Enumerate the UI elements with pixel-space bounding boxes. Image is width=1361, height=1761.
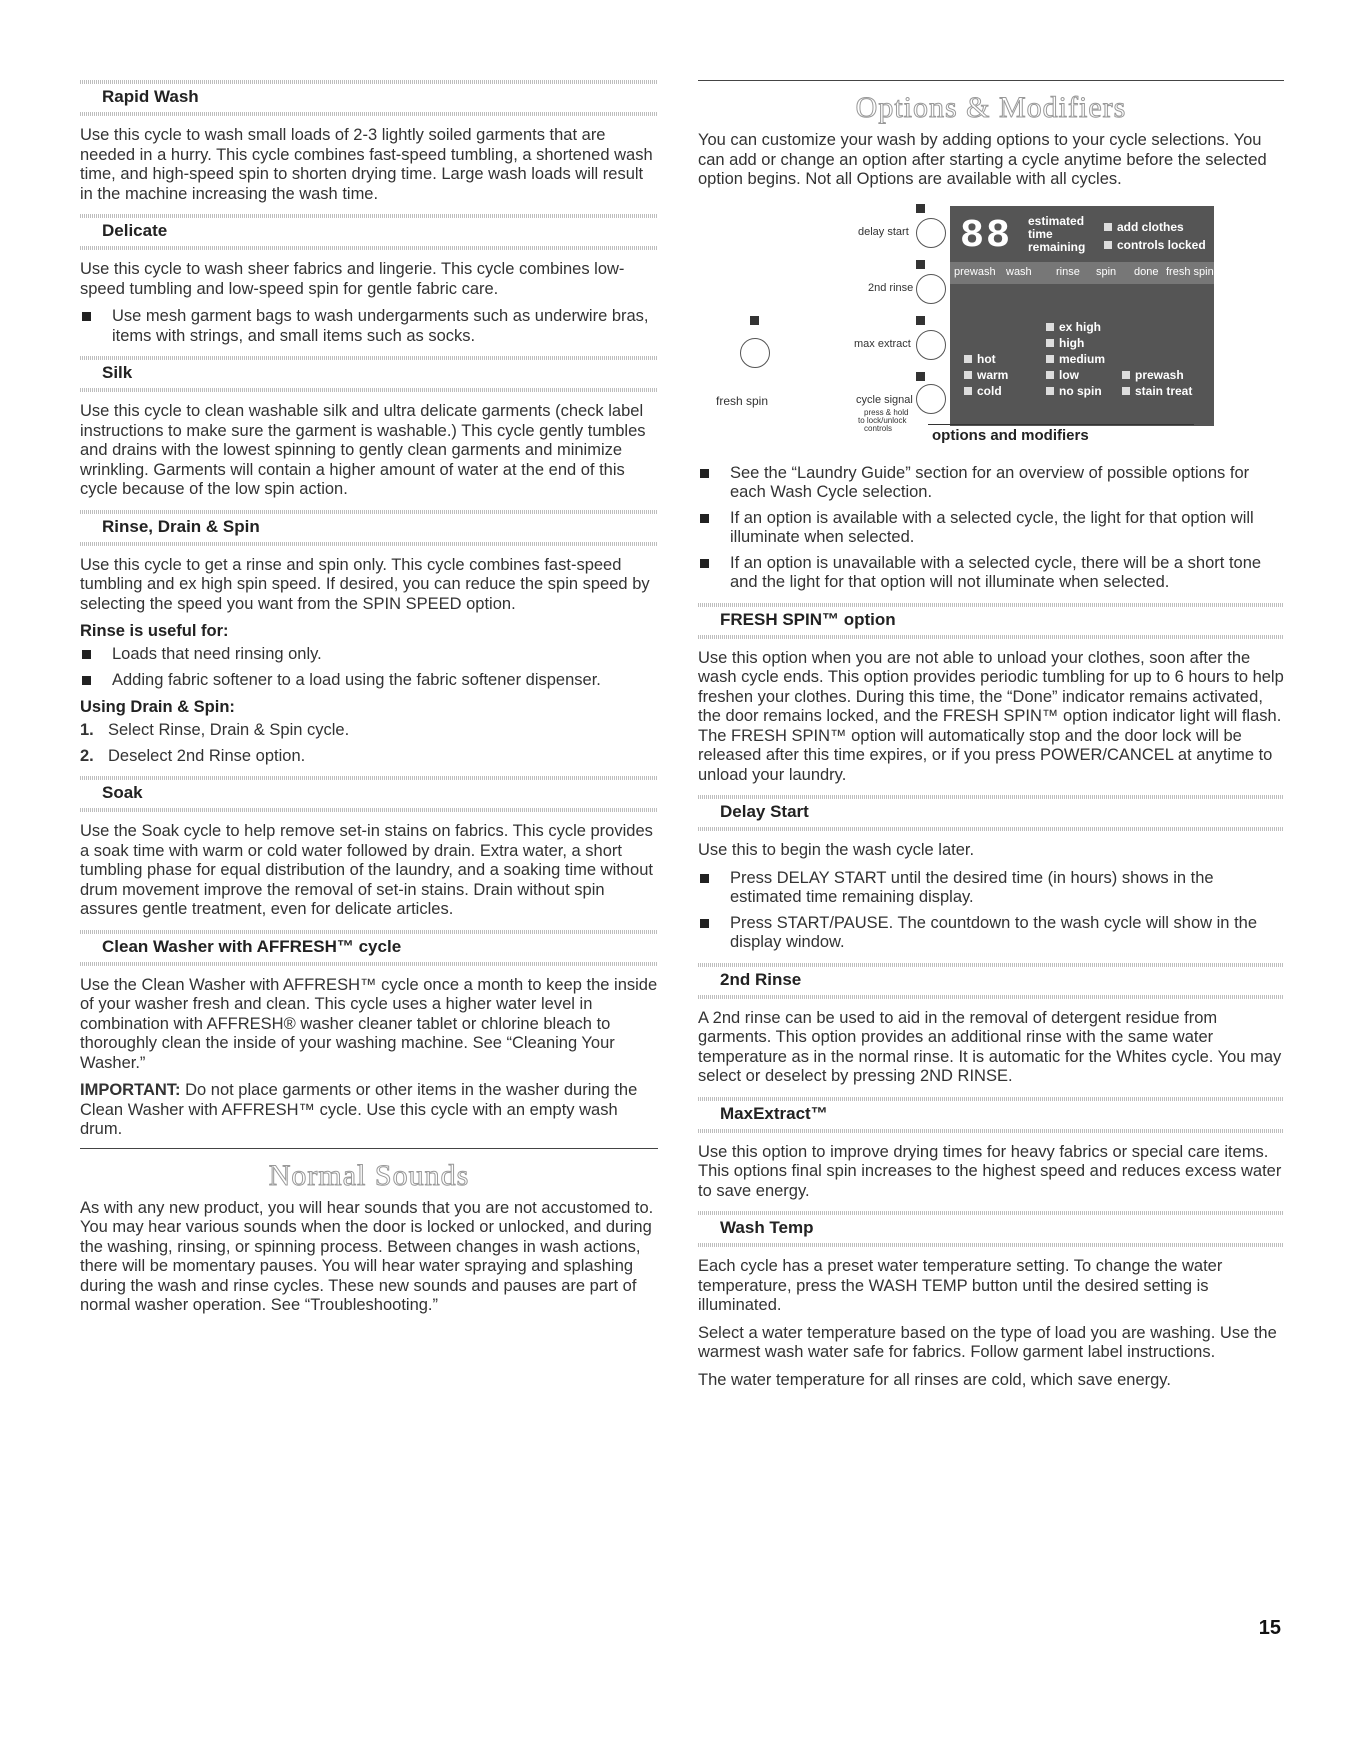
clean-washer-important xyxy=(80,1081,658,1140)
indicator-light xyxy=(1046,355,1054,363)
drain-spin-steps xyxy=(80,721,658,766)
digit-display: 88 xyxy=(960,213,1013,259)
important-label: IMPORTANT: xyxy=(80,1081,181,1099)
spin-no-spin xyxy=(1046,384,1102,398)
list-item: If an option is available with a selected cycle, the light for that option will illuminate when selected. xyxy=(698,509,1284,548)
option-label: prewash xyxy=(1135,367,1184,382)
list-item xyxy=(80,747,658,767)
cycle-signal-button xyxy=(916,384,946,414)
section-title: Wash Temp xyxy=(720,1218,814,1237)
section-header-clean-washer xyxy=(80,928,658,966)
modifier-prewash xyxy=(1122,368,1184,382)
normal-sounds-text: As with any new product, you will hear sounds that you are not accustomed to. You may hear various sounds when the door is locked or unlocked, and during the washing, rinsing, or spinning process. Between changes in wash actions, there will be momentary pauses. You will hear water spraying and splashing during the wash and rinse cycles. These new sounds and pauses are part of normal washer operation. See “Troubleshooting.” xyxy=(80,1198,654,1314)
fresh-spin-button xyxy=(740,338,770,368)
options-header xyxy=(698,80,1284,125)
delicate-bullets xyxy=(80,307,658,346)
indicator-light xyxy=(1122,371,1130,379)
max-extract-label: max extract xyxy=(854,337,911,350)
wash-temp-text-3: The water temperature for all rinses are cold, which save energy. xyxy=(698,1370,1171,1389)
indicator-light xyxy=(916,372,925,381)
options-bullets xyxy=(698,464,1284,593)
spin-medium xyxy=(1046,352,1105,366)
step-number: 2. xyxy=(80,746,94,765)
controls-locked-label: controls locked xyxy=(1117,237,1206,252)
wash-temp-text-2: Select a water temperature based on the type of load you are washing. Use the warmest wash water safe for fabrics. Follow garment label instructions. xyxy=(698,1323,1277,1361)
section-header-2nd-rinse xyxy=(698,961,1284,999)
list-item: Press DELAY START until the desired time (in hours) shows in the estimated time remaining display. xyxy=(698,869,1284,908)
option-label: no spin xyxy=(1059,383,1102,398)
fresh-spin-label: fresh spin xyxy=(716,393,769,408)
normal-sounds-title: Normal Sounds xyxy=(268,1158,470,1192)
controls-label: controls xyxy=(864,423,893,433)
temp-hot xyxy=(964,352,996,366)
indicator-light xyxy=(916,204,925,213)
rinse-useful-heading: Rinse is useful for: xyxy=(80,622,229,640)
indicator-light xyxy=(750,316,759,325)
spin-low xyxy=(1046,368,1079,382)
list-item: Use mesh garment bags to wash undergarments such as underwire bras, items with strings, and small items such as socks. xyxy=(80,307,658,346)
section-title: Delay Start xyxy=(720,802,809,821)
controls-locked-indicator xyxy=(1104,238,1206,252)
section-header-delay-start xyxy=(698,793,1284,831)
section-header-rapid-wash xyxy=(80,78,658,116)
second-rinse-label: 2nd rinse xyxy=(868,281,914,294)
indicator-light xyxy=(964,387,972,395)
indicator-light xyxy=(964,355,972,363)
right-column xyxy=(698,78,1284,1398)
clean-washer-text: Use the Clean Washer with AFFRESH™ cycle once a month to keep the inside of your washer fresh and clean. This cycle uses a higher water level in combination with AFFRESH® washer cleaner tablet or chlorine bleach to thoroughly clean the inside of your washing machine. See “Cleaning Your Washer.” xyxy=(80,975,658,1072)
max-extract-button xyxy=(916,330,946,360)
section-header-silk xyxy=(80,354,658,392)
cycle-status-strip xyxy=(950,262,1214,284)
section-header-rinse-drain-spin xyxy=(80,508,658,546)
step-text: Deselect 2nd Rinse option. xyxy=(108,746,306,765)
indicator-light xyxy=(1046,323,1054,331)
status-done: done xyxy=(1134,265,1159,278)
display-window xyxy=(950,206,1214,426)
silk-text: Use this cycle to clean washable silk and ultra delicate garments (check label instructions to make sure the garment is washable.) This cycle gently tumbles and drains with the lowest spinning to gently clean garments and minimize wrinkling. Garments will contain a higher amount of water at the end of this cycle because of the low spin action. xyxy=(80,402,646,498)
section-title: Soak xyxy=(102,783,143,802)
option-label: cold xyxy=(977,383,1002,398)
section-title: Delicate xyxy=(102,221,168,240)
add-clothes-label: add clothes xyxy=(1117,219,1184,234)
list-item: See the “Laundry Guide” section for an overview of possible options for each Wash Cycle selection. xyxy=(698,464,1284,503)
spin-ex-high xyxy=(1046,320,1101,334)
left-column xyxy=(80,78,658,1324)
section-header-soak xyxy=(80,774,658,812)
using-drain-spin-heading: Using Drain & Spin: xyxy=(80,698,235,716)
temp-cold xyxy=(964,384,1002,398)
spin-high xyxy=(1046,336,1084,350)
delay-start-button xyxy=(916,218,946,248)
remaining-label: remaining xyxy=(1028,239,1086,254)
indicator-light xyxy=(916,316,925,325)
fresh-spin-text: Use this option when you are not able to unload your clothes, soon after the wash cycle ends. This option provides periodic tumbling for up to 6 hours to help freshen your clothes. During this time, the “Done” indicator remains activated, the door remains locked, and the FRESH SPIN™ option indicator light will flash. The FRESH SPIN™ option will automatically stop and the door lock will be released after this time expires, or if you press POWER/CANCEL at anytime to unload your laundry. xyxy=(698,648,1284,784)
section-title: FRESH SPIN™ option xyxy=(720,609,896,629)
list-item: If an option is unavailable with a selected cycle, there will be a short tone and the light for that option will not illuminate when selected. xyxy=(698,554,1284,593)
section-header-wash-temp xyxy=(698,1209,1284,1247)
step-number: 1. xyxy=(80,721,94,739)
important-text: Do not place garments or other items in the washer during the Clean Washer with AFFRESH™ cycle. Use this cycle with an empty wash drum. xyxy=(80,1081,638,1138)
section-title: Clean Washer with AFFRESH™ cycle xyxy=(102,936,402,956)
indicator-light xyxy=(1046,387,1054,395)
delay-start-bullets xyxy=(698,869,1284,953)
status-rinse: rinse xyxy=(1056,265,1080,278)
section-title: Rinse, Drain & Spin xyxy=(102,516,260,536)
status-wash: wash xyxy=(1006,265,1032,278)
temp-warm xyxy=(964,368,1008,382)
option-label: ex high xyxy=(1059,319,1102,334)
rinse-useful-list xyxy=(80,645,658,690)
time-label: time xyxy=(1028,226,1053,241)
option-label: medium xyxy=(1059,351,1106,366)
status-spin: spin xyxy=(1096,265,1117,278)
list-item: Press START/PAUSE. The countdown to the wash cycle will show in the display window. xyxy=(698,914,1284,953)
indicator-light xyxy=(916,260,925,269)
option-label: warm xyxy=(977,367,1009,382)
indicator-light xyxy=(1046,339,1054,347)
section-title: MaxExtract™ xyxy=(720,1103,828,1123)
control-panel-illustration xyxy=(698,198,1284,448)
indicator-light xyxy=(1046,371,1054,379)
page-number: 15 xyxy=(1258,1617,1281,1639)
section-title: Rapid Wash xyxy=(102,87,199,106)
press-hold-label: press & hold xyxy=(864,407,909,417)
second-rinse-text: A 2nd rinse can be used to aid in the removal of detergent residue from garments. This option provides an additional rinse with the same water temperature as in the normal rinse. It is automatic for the Whites cycle. You may select or deselect by pressing 2ND RINSE. xyxy=(698,1008,1282,1085)
indicator-light xyxy=(1122,387,1130,395)
list-item: Adding fabric softener to a load using the fabric softener dispenser. xyxy=(80,671,658,691)
options-intro: You can customize your wash by adding options to your cycle selections. You can add or change an option after starting a cycle anytime before the selected option begins. Not all Options are available with all cycles. xyxy=(698,131,1267,188)
delay-start-label: delay start xyxy=(858,225,909,238)
rapid-wash-text: Use this cycle to wash small loads of 2-3 lightly soiled garments that are needed in a hurry. This cycle combines fast-speed tumbling, a shortened wash time, and high-speed spin to shorten drying time. Large wash loads will result in the machine increasing the wash time. xyxy=(80,126,653,203)
modifier-stain-treat xyxy=(1122,384,1192,398)
cycle-signal-label: cycle signal xyxy=(856,393,913,406)
add-clothes-indicator xyxy=(1104,220,1184,234)
delay-start-text: Use this to begin the wash cycle later. xyxy=(698,841,975,859)
lock-unlock-label: to lock/unlock xyxy=(858,415,907,425)
indicator-light xyxy=(1104,223,1112,231)
option-label: stain treat xyxy=(1135,383,1193,398)
second-rinse-button xyxy=(916,274,946,304)
indicator-light xyxy=(964,371,972,379)
list-item xyxy=(80,721,658,741)
estimated-label: estimated xyxy=(1028,213,1085,228)
wash-temp-text-1: Each cycle has a preset water temperature setting. To change the water temperature, press the WASH TEMP button until the desired setting is illuminated. xyxy=(698,1257,1223,1314)
normal-sounds-header xyxy=(80,1148,658,1193)
option-label: hot xyxy=(977,351,996,366)
status-prewash: prewash xyxy=(954,265,996,278)
indicator-light xyxy=(1104,241,1112,249)
soak-text: Use the Soak cycle to help remove set-in stains on fabrics. This cycle provides a soak time with warm or cold water followed by drain. Extra water, a short tumbling phase for equal distribution of the laundry, and a soaking time without drum movement improve the removal of set-in stains. Drain without spin assures gentle treatment, even for delicate articles. xyxy=(80,822,653,918)
maxextract-text: Use this option to improve drying times for heavy fabrics or special care items. This options final spin increases to the highest speed and reduces excess water to save energy. xyxy=(698,1142,1282,1200)
list-item: Loads that need rinsing only. xyxy=(80,645,658,665)
section-header-delicate xyxy=(80,212,658,250)
rinse-drain-spin-text: Use this cycle to get a rinse and spin only. This cycle combines fast-speed tumbling and ex high spin speed. If desired, you can reduce the spin speed by selecting the speed you want from the SPIN SPEED option. xyxy=(80,555,650,613)
step-text: Select Rinse, Drain & Spin cycle. xyxy=(108,721,350,739)
option-label: low xyxy=(1059,367,1079,382)
section-title: Silk xyxy=(102,363,133,382)
section-title: 2nd Rinse xyxy=(720,969,802,989)
options-title: Options & Modifiers xyxy=(855,91,1127,124)
panel-caption: options and modifiers xyxy=(928,424,1194,444)
delicate-text: Use this cycle to wash sheer fabrics and lingerie. This cycle combines low-speed tumbling and low-speed spin for gentle fabric care. xyxy=(80,260,625,298)
status-fresh-spin: fresh spin xyxy=(1166,265,1214,278)
section-header-maxextract xyxy=(698,1095,1284,1133)
section-header-fresh-spin xyxy=(698,601,1284,639)
option-label: high xyxy=(1059,335,1085,350)
